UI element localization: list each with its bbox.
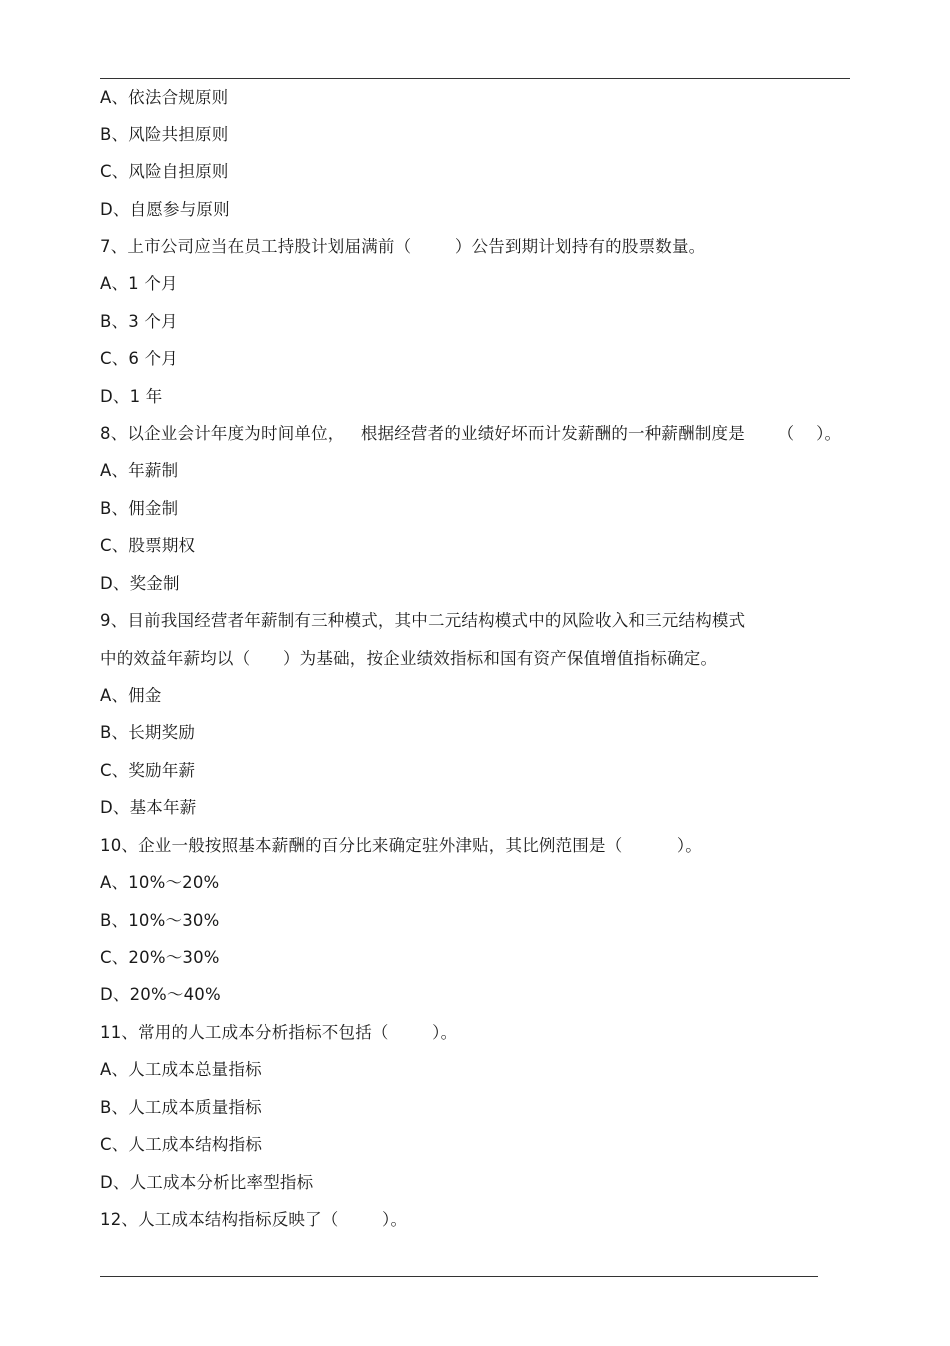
option-b-q8: B、佣金制 xyxy=(100,499,179,518)
question-10: 10、企业一般按照基本薪酬的百分比来确定驻外津贴，其比例范围是（ ）。 xyxy=(100,836,702,855)
question-11: 11、常用的人工成本分析指标不包括（ ）。 xyxy=(100,1023,458,1042)
option-d-q9: D、基本年薪 xyxy=(100,798,197,817)
option-b-q6: B、风险共担原则 xyxy=(100,125,229,144)
option-a-q11: A、人工成本总量指标 xyxy=(100,1060,262,1079)
option-a-q10: A、10%～20% xyxy=(100,873,220,892)
option-a-q8: A、年薪制 xyxy=(100,461,179,480)
option-b-q7: B、3 个月 xyxy=(100,312,178,331)
option-b-q10: B、10%～30% xyxy=(100,911,220,930)
option-a-q6: A、依法合规原则 xyxy=(100,88,229,107)
question-12: 12、人工成本结构指标反映了（ ）。 xyxy=(100,1210,408,1229)
option-b-q11: B、人工成本质量指标 xyxy=(100,1098,262,1117)
option-d-q11: D、人工成本分析比率型指标 xyxy=(100,1173,314,1192)
option-c-q9: C、奖励年薪 xyxy=(100,761,196,780)
header-rule xyxy=(100,78,850,79)
option-c-q7: C、6 个月 xyxy=(100,349,178,368)
option-a-q9: A、佣金 xyxy=(100,686,162,705)
option-d-q8: D、奖金制 xyxy=(100,574,180,593)
option-a-q7: A、1 个月 xyxy=(100,274,178,293)
footer-rule xyxy=(100,1276,818,1277)
option-d-q6: D、自愿参与原则 xyxy=(100,200,230,219)
option-c-q6: C、风险自担原则 xyxy=(100,162,229,181)
question-9-line-2: 中的效益年薪均以（ ）为基础，按企业绩效指标和国有资产保值增值指标确定。 xyxy=(100,649,718,668)
question-7: 7、上市公司应当在员工持股计划届满前（ ）公告到期计划持有的股票数量。 xyxy=(100,237,706,256)
option-b-q9: B、长期奖励 xyxy=(100,723,196,742)
option-d-q7: D、1 年 xyxy=(100,387,163,406)
option-d-q10: D、20%～40% xyxy=(100,985,221,1004)
question-9-line-1: 9、目前我国经营者年薪制有三种模式，其中二元结构模式中的风险收入和三元结构模式 xyxy=(100,611,746,630)
option-c-q11: C、人工成本结构指标 xyxy=(100,1135,263,1154)
option-c-q8: C、股票期权 xyxy=(100,536,196,555)
option-c-q10: C、20%～30% xyxy=(100,948,220,967)
question-8: 8、以企业会计年度为时间单位， 根据经营者的业绩好坏而计发薪酬的一种薪酬制度是 （ ）。 xyxy=(100,424,842,443)
